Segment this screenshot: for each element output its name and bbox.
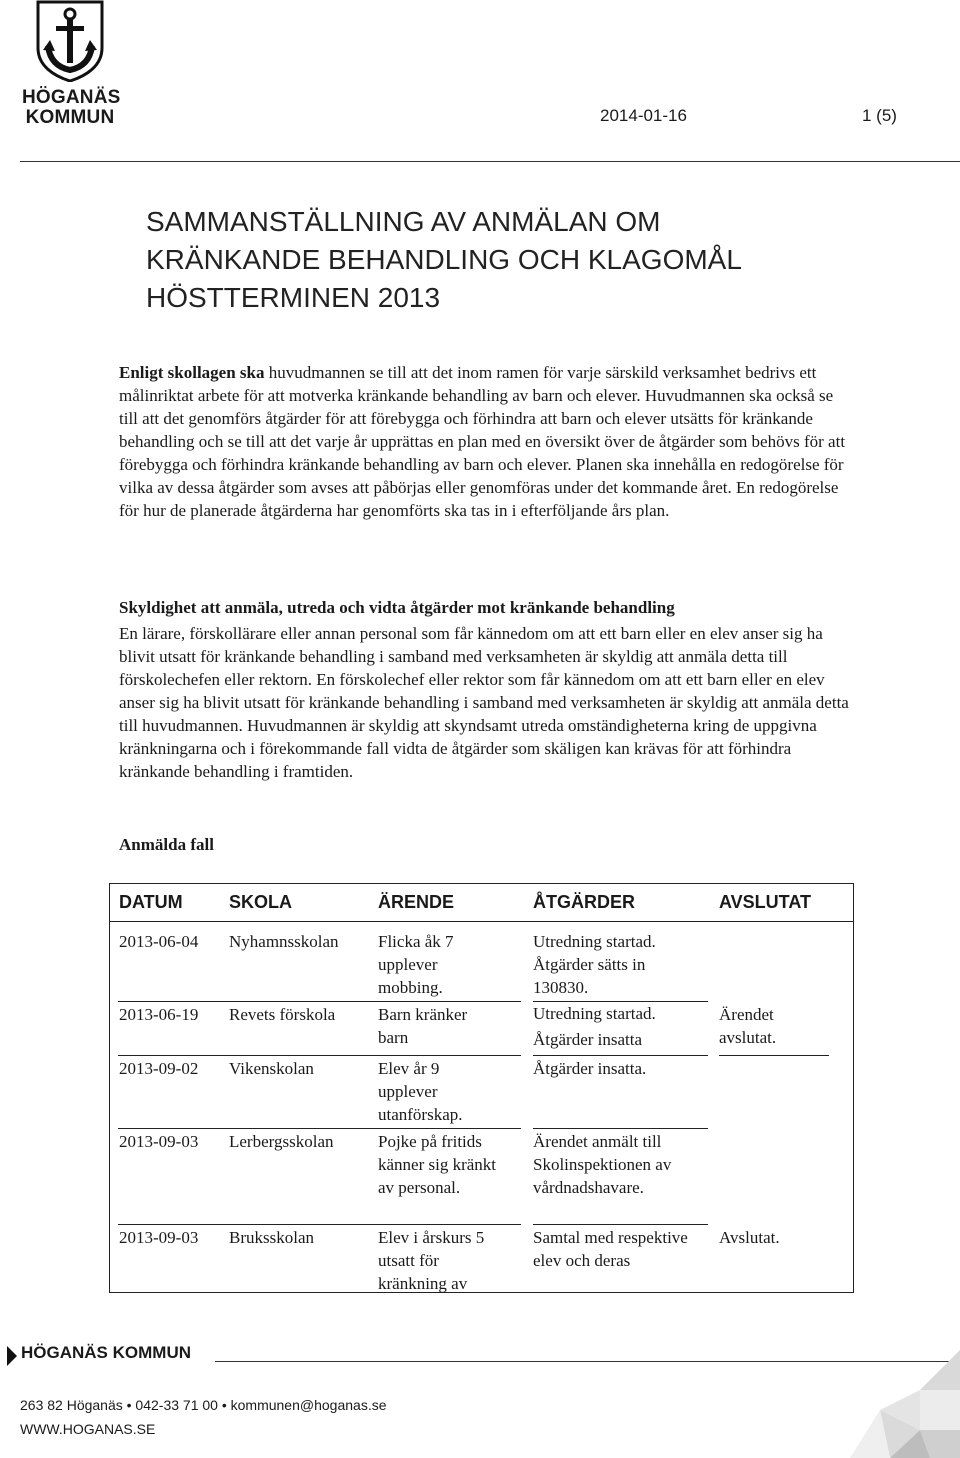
page-title [146, 203, 926, 317]
anchor-shield-icon [36, 0, 104, 82]
cell-actions: Utredning startad. Åtgärder sätts in 130830. [533, 932, 656, 997]
intro-paragraph [119, 361, 849, 522]
row-divider [533, 1128, 708, 1129]
row-divider [118, 1128, 521, 1129]
row-divider [719, 1055, 829, 1056]
logo [22, 0, 121, 130]
column-header-actions: ÅTGÄRDER [533, 892, 635, 912]
document-date: 2014-01-16 [600, 106, 687, 125]
footer-divider [215, 1361, 960, 1362]
cell-case: Pojke på fritids känner sig kränkt av personal. [378, 1132, 497, 1197]
cell-actions: Samtal med respektive elev och deras [533, 1228, 688, 1270]
title-line-1: SAMMANSTÄLLNING AV ANMÄLAN OM [146, 206, 661, 237]
arrow-right-icon [6, 1345, 18, 1367]
cell-actions: Utredning startad. Åtgärder insatta [533, 1004, 656, 1049]
footer-address: 263 82 Höganäs • 042-33 71 00 • kommunen@hoganas.se [20, 1397, 387, 1413]
duty-paragraph: En lärare, förskollärare eller annan personal som får kännedom om att ett barn eller en elev anser sig ha blivit utsatt för kränkande behandling i samband med verksamheten är skyldig att anmäla detta till förskolechefen eller rektorn. En förskolechef eller rektor som får kännedom om att ett barn eller en elev anser sig ha blivit utsatt för kränkande behandling i samband med verksamheten är skyldig att anmäla detta till huvudmannen. Huvudmannen är skyldig att skyndsamt utreda omständigheterna kring de uppgivna kränkningarna och i förekommande fall vidta de åtgärder som skäligen kan krävas för att förhindra kränkande behandling i framtiden. [119, 624, 849, 781]
cell-case: Barn kränker barn [378, 1005, 468, 1047]
cell-school: Lerbergsskolan [229, 1132, 334, 1151]
row-divider [533, 1224, 708, 1225]
cell-school: Vikenskolan [229, 1059, 314, 1078]
cell-case: Elev år 9 upplever utanförskap. [378, 1059, 463, 1124]
cell-school: Bruksskolan [229, 1228, 314, 1247]
logo-text-line2: KOMMUN [25, 107, 115, 128]
cell-case: Elev i årskurs 5 utsatt för kränkning av [378, 1228, 485, 1293]
table-header [110, 884, 853, 922]
page-number: 1 (5) [862, 106, 897, 125]
cell-actions: Åtgärder insatta. [533, 1059, 647, 1078]
cell-actions: Ärendet anmält till Skolinspektionen av vårdnadshavare. [533, 1132, 672, 1197]
cell-date: 2013-06-04 [119, 932, 199, 951]
title-line-3: HÖSTTERMINEN 2013 [146, 282, 441, 313]
row-divider [118, 1001, 521, 1002]
row-divider [118, 1224, 521, 1225]
section-heading-cases: Anmälda fall [119, 835, 214, 854]
header-divider [20, 161, 960, 162]
footer-website: WWW.HOGANAS.SE [20, 1421, 156, 1437]
column-header-date: DATUM [119, 892, 183, 912]
intro-lead: Enligt skollagen ska [119, 363, 265, 382]
logo-text-line1: HÖGANÄS [22, 87, 121, 108]
row-divider [533, 1055, 708, 1056]
cell-date: 2013-06-19 [119, 1005, 199, 1024]
row-divider [118, 1055, 521, 1056]
cell-closed: Ärendet avslutat. [719, 1005, 777, 1047]
intro-text-1: huvudmannen se till att det inom ramen för varje särskild verksamhet bedrivs ett målinriktat arbete för att motverka kränkande behandling av barn och elever. [119, 363, 817, 405]
cell-school: Nyhamnsskolan [229, 932, 339, 951]
cell-school: Revets förskola [229, 1005, 336, 1024]
cell-date: 2013-09-02 [119, 1059, 199, 1078]
cell-date: 2013-09-03 [119, 1228, 199, 1247]
cell-case: Flicka åk 7 upplever mobbing. [378, 932, 454, 997]
column-header-case: ÄRENDE [378, 892, 455, 912]
cell-closed: Avslutat. [719, 1228, 780, 1247]
column-header-closed: AVSLUTAT [719, 892, 811, 912]
cell-date: 2013-09-03 [119, 1132, 199, 1151]
footer-organization: HÖGANÄS KOMMUN [21, 1343, 191, 1362]
decorative-triangles [850, 1350, 960, 1458]
column-header-school: SKOLA [229, 892, 292, 912]
title-line-2: KRÄNKANDE BEHANDLING OCH KLAGOMÅL [146, 244, 742, 275]
cases-table [109, 883, 854, 1293]
intro-text-2: Huvudmannen ska också se till att det genomförs åtgärder för att förebygga och förhindra att barn och elever utsätts för kränkande behandling och se till att det varje år upprättas en plan med en översikt över de åtgärder som behövs för att förebygga och förhindra kränkande behandling av barn och elever. Planen ska innehålla en redogörelse för vilka av dessa åtgärder som avses att påbörjas eller genomföras under det kommande året. En redogörelse för hur de planerade åtgärderna har genomförts ska tas in i efterföljande års plan. [119, 386, 846, 520]
section-heading-duty: Skyldighet att anmäla, utreda och vidta åtgärder mot kränkande behandling [119, 598, 675, 617]
